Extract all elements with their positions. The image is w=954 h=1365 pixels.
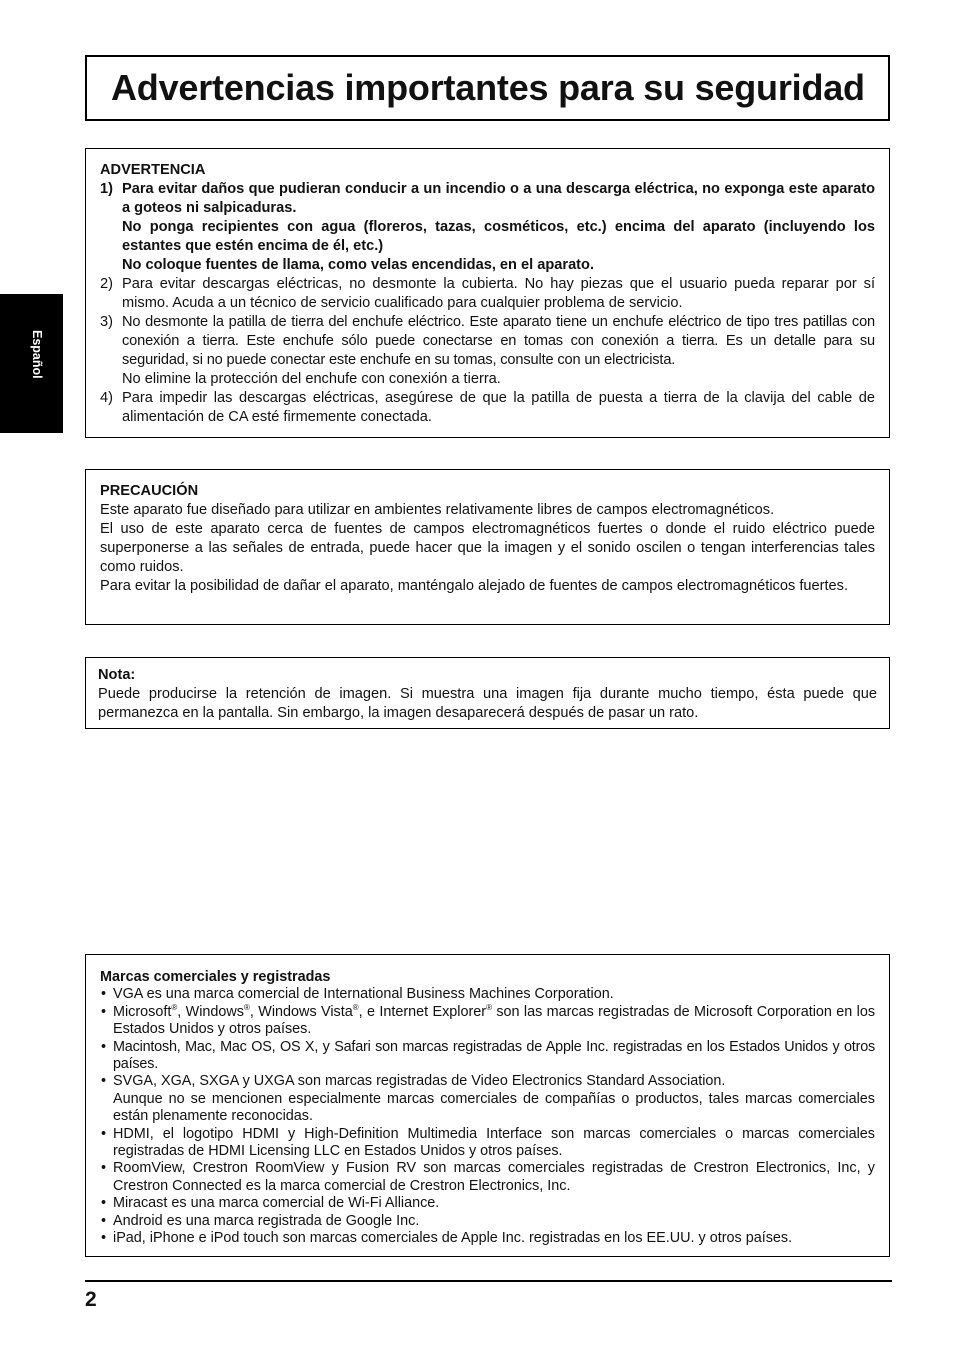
note-box — [85, 657, 890, 729]
trademark-text-part: son las marcas registradas de Microsoft Corporation en los Estados Unidos y otros países. — [113, 1003, 876, 1038]
trademark-text-part: Microsoft — [113, 1003, 172, 1020]
trademark-text: RoomView, Crestron RoomView y Fusion RV son marcas comerciales registradas de Crestron Electronics, Inc, y Crestron Connected es la marca comercial de Crestron Electronics, Inc. — [113, 1160, 875, 1194]
language-tab-label: Español — [30, 330, 44, 379]
page-title-box — [85, 55, 890, 121]
bullet-icon: • — [101, 1160, 107, 1177]
trademarks-box — [85, 954, 890, 1257]
warning-item-subtext: No coloque fuentes de llama, como velas encendidas, en el aparato. — [122, 257, 595, 273]
bullet-icon: • — [101, 1230, 107, 1247]
caution-paragraph: Este aparato fue diseñado para utilizar en ambientes relativamente libres de campos electromagnéticos. — [100, 502, 775, 518]
trademark-item — [100, 1213, 875, 1230]
caution-paragraph: El uso de este aparato cerca de fuentes de campos electromagnéticos fuertes o donde el ruido eléctrico puede superponerse a las señales de entrada, puede hacer que la imagen y el sonido oscilen o tengan interferencias tales como ruidos. — [100, 521, 875, 575]
trademarks-heading: Marcas comerciales y registradas — [100, 969, 331, 985]
warning-item-text: Para evitar daños que pudieran conducir a un incendio o a una descarga eléctrica, no exponga este aparato a goteos ni salpicaduras. — [122, 181, 875, 216]
trademark-item — [100, 1195, 875, 1212]
trademark-item — [100, 1073, 875, 1125]
warning-item-subtext: No ponga recipientes con agua (floreros, tazas, cosméticos, etc.) encima del aparato (incluyendo los estantes que estén encima de él, etc.) — [122, 219, 875, 254]
caution-heading: PRECAUCIÓN — [100, 483, 199, 499]
trademark-item — [100, 986, 875, 1003]
bullet-icon: • — [101, 1195, 107, 1212]
language-tab — [0, 294, 63, 433]
trademark-item — [100, 1160, 875, 1195]
warning-item-1 — [100, 180, 875, 275]
trademark-text-part: , e Internet Explorer — [358, 1003, 487, 1020]
note-heading: Nota: — [98, 667, 136, 683]
trademark-text: iPad, iPhone e iPod touch son marcas comerciales de Apple Inc. registradas en los EE.UU. y otros países. — [113, 1230, 793, 1247]
trademark-text: HDMI, el logotipo HDMI y High-Definition Multimedia Interface son marcas comerciales o marcas comerciales registradas de HDMI Licensing LLC en Estados Unidos y otros países. — [113, 1125, 875, 1160]
registered-mark: ® — [352, 1003, 359, 1013]
trademark-text-part: , Windows — [177, 1003, 245, 1020]
registered-mark: ® — [244, 1003, 250, 1013]
trademark-text-part: , Windows Vista — [249, 1003, 353, 1020]
caution-box — [85, 469, 890, 625]
warning-box — [85, 148, 890, 438]
trademark-text: VGA es una marca comercial de International Business Machines Corporation. — [113, 986, 614, 1003]
warning-item-4 — [100, 389, 875, 427]
trademark-text: Miracast es una marca comercial de Wi-Fi Alliance. — [113, 1195, 440, 1212]
bullet-icon: • — [101, 1003, 107, 1020]
caution-paragraph: Para evitar la posibilidad de dañar el aparato, manténgalo alejado de fuentes de campos electromagnéticos fuertes. — [100, 578, 848, 594]
warning-item-3 — [100, 313, 875, 389]
bullet-icon: • — [101, 1038, 107, 1055]
warning-item-number: 4) — [100, 390, 113, 406]
trademark-item — [100, 1230, 875, 1247]
trademark-text: SVGA, XGA, SXGA y UXGA son marcas registradas de Video Electronics Standard Association. — [113, 1073, 726, 1090]
page-title: Advertencias importantes para su seguridad — [111, 67, 865, 108]
trademark-item — [100, 1039, 875, 1074]
warning-item-number: 2) — [100, 276, 113, 292]
warning-item-subtext: No elimine la protección del enchufe con conexión a tierra. — [122, 371, 501, 387]
warning-item-number: 1) — [100, 181, 113, 197]
trademark-text: Macintosh, Mac, Mac OS, OS X, y Safari son marcas registradas de Apple Inc. registradas en los Estados Unidos y otros países. — [113, 1038, 875, 1073]
bullet-icon: • — [101, 986, 107, 1003]
note-text: Puede producirse la retención de imagen. Si muestra una imagen fija durante mucho tiempo, ésta puede que permanezca en la pantalla. Sin embargo, la imagen desaparecerá después de pasar un rato. — [98, 686, 877, 721]
warning-item-number: 3) — [100, 314, 113, 330]
bullet-icon: • — [101, 1125, 107, 1142]
warning-item-text: Para evitar descargas eléctricas, no desmonte la cubierta. No hay piezas que el usuario pueda reparar por sí mismo. Acuda a un técnico de servicio cualificado para cualquier problema de servicio. — [122, 276, 875, 311]
registered-mark: ® — [486, 1003, 492, 1013]
footer-divider — [85, 1280, 892, 1282]
trademark-extra-text: Aunque no se mencionen especialmente marcas comerciales de compañías o productos, tales marcas comerciales están plenamente reconocidas. — [113, 1090, 875, 1125]
trademark-text: Android es una marca registrada de Google Inc. — [113, 1212, 420, 1229]
warning-item-text: Para impedir las descargas eléctricas, asegúrese de que la patilla de puesta a tierra de la clavija del cable de alimentación de CA esté firmemente conectada. — [122, 390, 875, 425]
trademark-item-microsoft — [100, 1004, 875, 1039]
registered-mark: ® — [171, 1003, 178, 1013]
warning-item-2 — [100, 275, 875, 313]
trademark-item — [100, 1126, 875, 1161]
bullet-icon: • — [101, 1073, 107, 1090]
warning-heading: ADVERTENCIA — [100, 162, 206, 178]
warning-item-text: No desmonte la patilla de tierra del enchufe eléctrico. Este aparato tiene un enchufe eléctrico de tipo tres patillas con conexión a tierra. Este enchufe sólo puede conectarse en tomas con conexión a tierra. Es un detalle para su seguridad, si no puede conectar este enchufe en su tomas, consulte con un electricista. — [122, 314, 875, 368]
page-number: 2 — [85, 1288, 97, 1311]
bullet-icon: • — [101, 1212, 107, 1229]
